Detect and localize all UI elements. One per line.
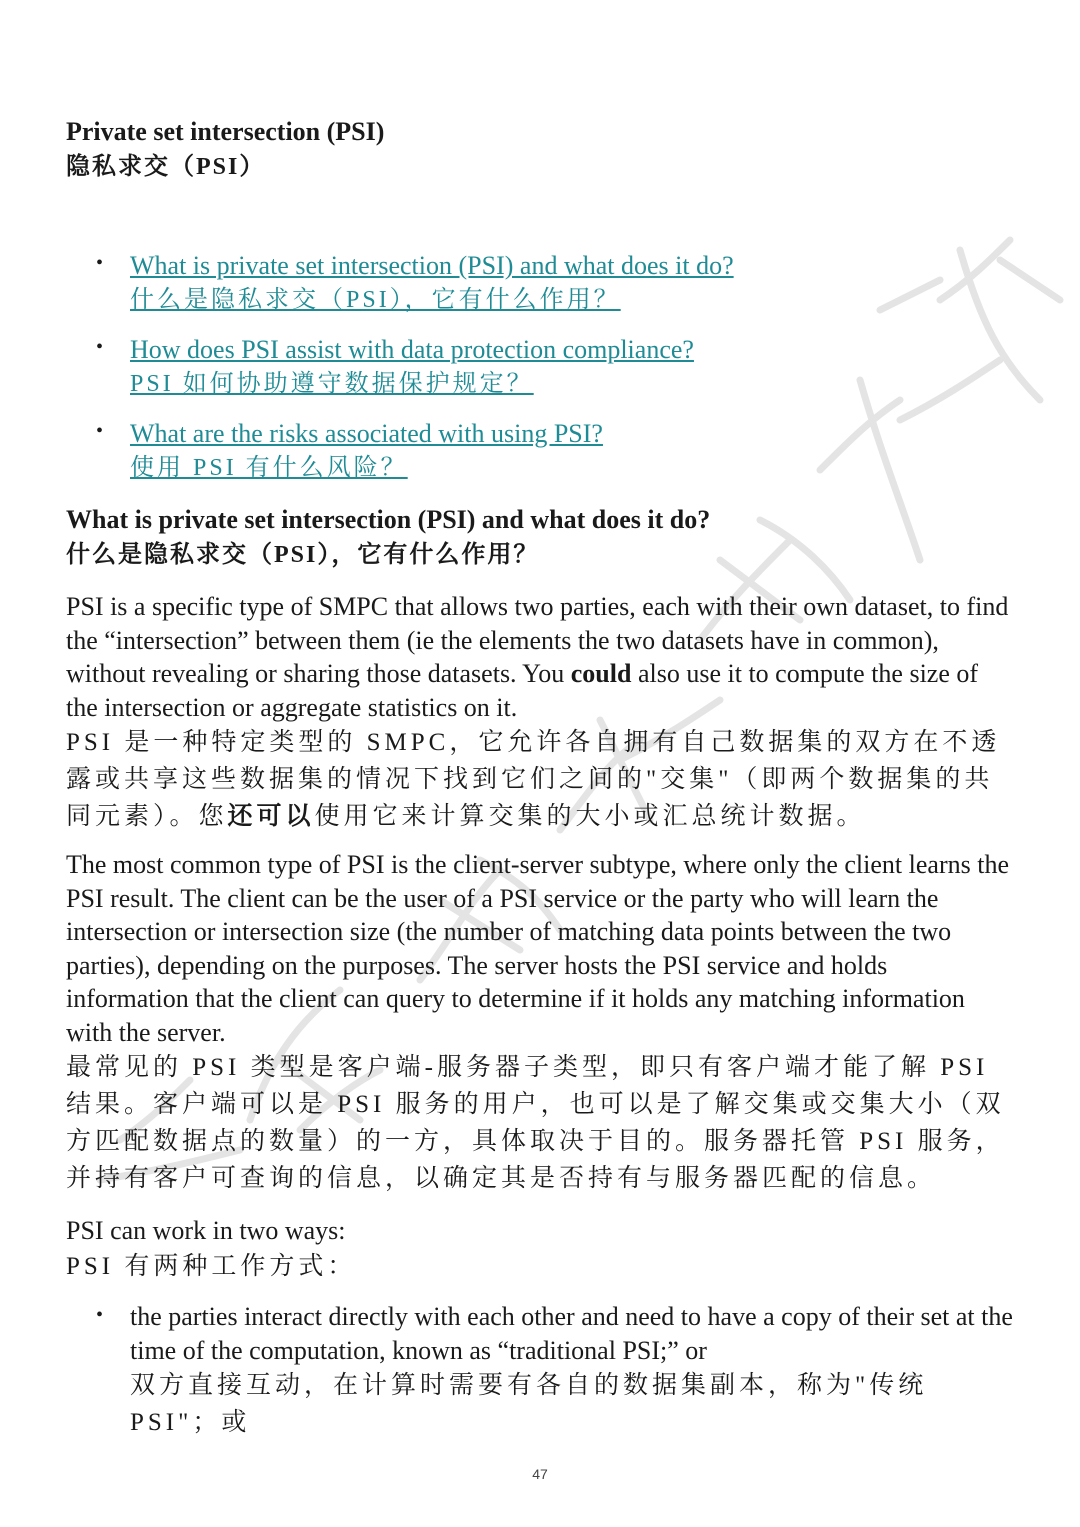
paragraph-1-en — [66, 590, 1016, 724]
toc-item — [66, 332, 1016, 402]
toc-link-zh[interactable]: PSI 如何协助遵守数据保护规定？ — [130, 371, 534, 397]
paragraph-3-zh: PSI 有两种工作方式： — [66, 1252, 357, 1280]
page-heading — [66, 114, 1016, 185]
paragraph-text: 使用它来计算交集的大小或汇总统计数据。 — [314, 803, 866, 830]
bullet-icon: • — [96, 252, 104, 274]
section-title-zh: 什么是隐私求交（PSI），它有什么作用？ — [66, 542, 540, 568]
paragraph-text: PSI is a specific type of SMPC that allows two parties, each with their own dataset, to find the “intersection” between them (ie the elements the two datasets have in common), without revealing or sharing those datasets. You — [66, 592, 1009, 688]
paragraph-2 — [66, 848, 1016, 1197]
section-title-en: What is private set intersection (PSI) and what does it do? — [66, 505, 711, 534]
section-heading — [66, 502, 1016, 573]
toc-link-zh[interactable]: 什么是隐私求交（PSI），它有什么作用？ — [130, 287, 621, 313]
emphasis-text: could — [570, 659, 632, 688]
ways-list — [66, 1300, 1016, 1441]
toc-link-zh[interactable]: 使用 PSI 有什么风险？ — [130, 455, 408, 481]
paragraph-3 — [66, 1214, 1016, 1285]
paragraph-2-zh: 最常见的 PSI 类型是客户端-服务器子类型，即只有客户端才能了解 PSI 结果。客户端可以是 PSI 服务的用户，也可以是了解交集或交集大小（双方匹配数据点的数量）的一方，具体取决于目的。服务器托管 PSI 服务，并持有客户可查询的信息，以确定其是否持有与服务器匹配的信息。 — [66, 1054, 1005, 1192]
paragraph-text: also use it to compute the size of the intersection or aggregate statistics on it. — [66, 659, 979, 722]
toc-item — [66, 416, 1016, 486]
page-number: 47 — [532, 1466, 548, 1482]
emphasis-text: 还可以 — [227, 803, 315, 830]
heading-zh: 隐私求交（PSI） — [66, 154, 266, 180]
list-item — [66, 1300, 1016, 1441]
toc-link-en[interactable]: How does PSI assist with data protection compliance? — [130, 335, 694, 364]
toc-item — [66, 248, 1016, 318]
paragraph-1-zh — [66, 724, 1016, 835]
paragraph-3-en: PSI can work in two ways: — [66, 1216, 346, 1245]
bullet-icon: • — [96, 336, 104, 358]
paragraph-1 — [66, 590, 1016, 835]
paragraph-2-en: The most common type of PSI is the client-server subtype, where only the client learns the PSI result. The client can be the user of a PSI service or the party who will learn the intersection or intersection size (the number of matching data points between the two parties), depending on the purposes. The server hosts the PSI service and holds information that the client can query to determine if it holds any matching information with the server. — [66, 850, 1009, 1047]
heading-en: Private set intersection (PSI) — [66, 117, 385, 146]
paragraph-text: PSI 是一种特定类型的 SMPC，它允许各自拥有自己数据集的双方在不透露或共享这些数据集的情况下找到它们之间的"交集"（即两个数据集的共同元素）。您 — [66, 729, 1001, 830]
toc-link-en[interactable]: What is private set intersection (PSI) and what does it do? — [130, 251, 734, 280]
list-item-zh: 双方直接互动，在计算时需要有各自的数据集副本，称为"传统 PSI"；或 — [130, 1372, 928, 1436]
list-item-en: the parties interact directly with each other and need to have a copy of their set at the time of the computation, known as “traditional PSI;” or — [130, 1302, 1013, 1365]
toc-link-en[interactable]: What are the risks associated with using PSI? — [130, 419, 603, 448]
toc-list — [66, 248, 1016, 500]
bullet-icon: • — [96, 1304, 104, 1326]
bullet-icon: • — [96, 420, 104, 442]
